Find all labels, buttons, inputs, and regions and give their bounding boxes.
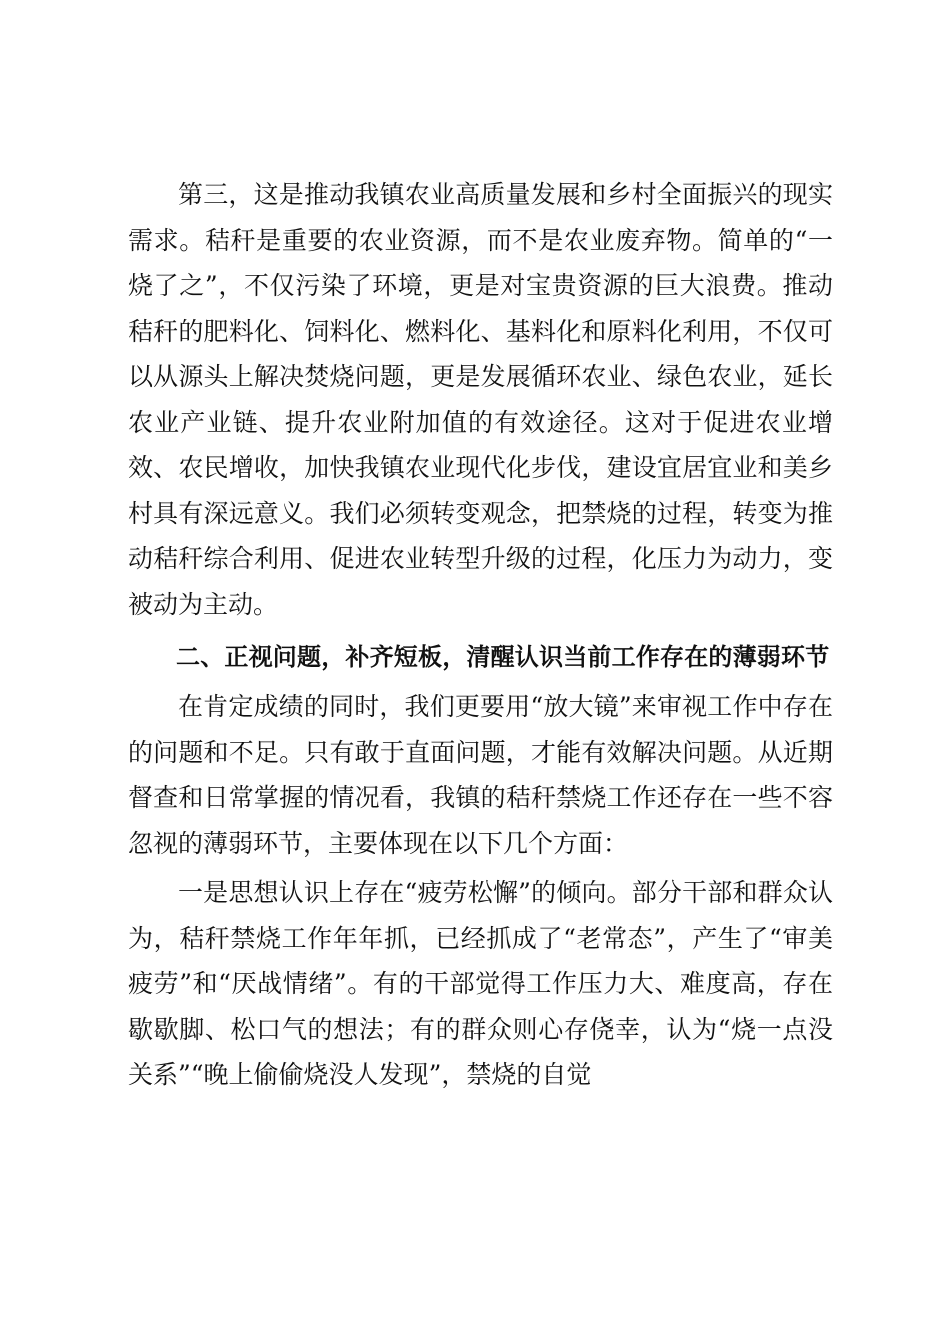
paragraph-problems-intro: 在肯定成绩的同时，我们更要用“放大镜”来审视工作中存在的问题和不足。只有敢于直面问题，才能有效解决问题。从近期督查和日常掌握的情况看，我镇的秸秆禁烧工作还存在一些不容忽视的薄弱环节，主要体现在以下几个方面：	[128, 692, 833, 858]
document-body	[128, 172, 833, 1098]
paragraph-third-reason: 第三，这是推动我镇农业高质量发展和乡村全面振兴的现实需求。秸秆是重要的农业资源，而不是农业废弃物。简单的“一烧了之”，不仅污染了环境，更是对宝贵资源的巨大浪费。推动秸秆的肥料化、饲料化、燃料化、基料化和原料化利用，不仅可以从源头上解决焚烧问题，更是发展循环农业、绿色农业，延长农业产业链、提升农业附加值的有效途径。这对于促进农业增效、农民增收，加快我镇农业现代化步伐，建设宜居宜业和美乡村具有深远意义。我们必须转变观念，把禁烧的过程，转变为推动秸秆综合利用、促进农业转型升级的过程，化压力为动力，变被动为主动。	[128, 180, 833, 619]
paragraph-gap	[128, 627, 833, 631]
section-heading-two: 二、正视问题，补齐短板，清醒认识当前工作存在的薄弱环节	[176, 643, 830, 671]
paragraph-problem-one: 一是思想认识上存在“疲劳松懈”的倾向。部分干部和群众认为，秸秆禁烧工作年年抓，已经抓成了“老常态”，产生了“审美疲劳”和“厌战情绪”。有的干部觉得工作压力大、难度高，存在歇歇脚、松口气的想法；有的群众则心存侥幸，认为“烧一点没关系”“晚上偷偷烧没人发现”，禁烧的自觉	[128, 878, 833, 1089]
